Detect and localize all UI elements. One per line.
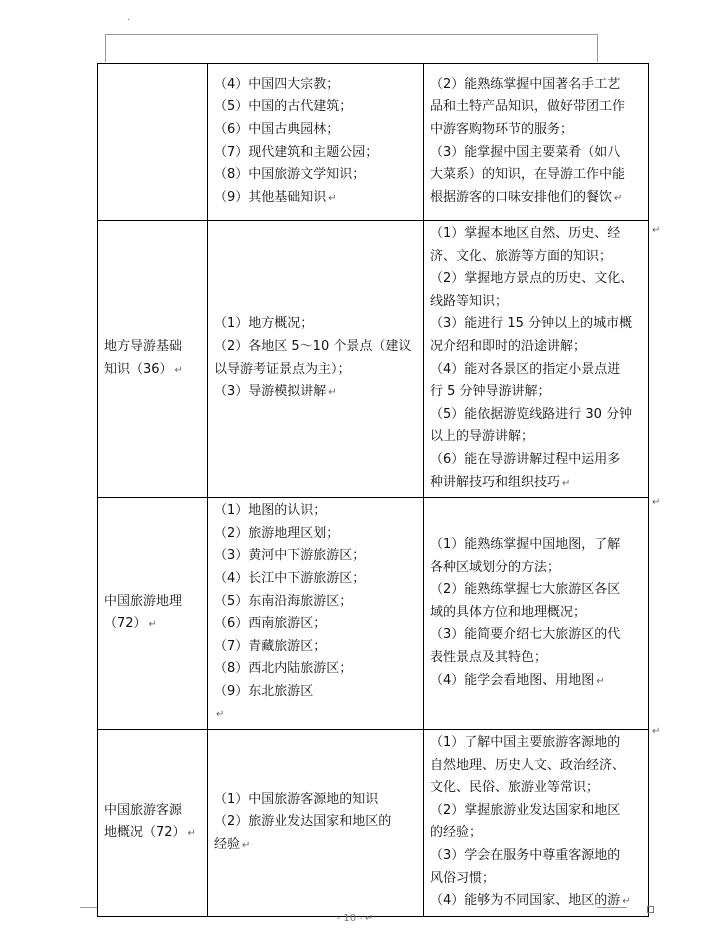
content-cell	[208, 221, 424, 498]
topic-line	[104, 613, 201, 637]
requirements-text: （4）能学会看地图、用地图	[430, 672, 595, 688]
crop-mark	[597, 34, 598, 62]
requirements-line	[430, 119, 642, 142]
content-text: （1）地图的认识；	[214, 503, 327, 519]
content-text: （8）西北内陆旅游区；	[214, 661, 353, 677]
requirements-cell	[424, 730, 649, 917]
requirements-text: 的经验；	[430, 825, 483, 841]
content-line	[214, 500, 417, 523]
content-text: （5）东南沿海旅游区；	[214, 593, 353, 609]
requirements-cell	[424, 498, 649, 730]
paragraph-mark: ↵	[364, 913, 374, 924]
requirements-line	[430, 142, 642, 165]
topic-text: 中国旅游地理	[104, 593, 183, 609]
paragraph-mark: ↵	[216, 709, 225, 721]
requirements-text: 自然地理、历史人文、政治经济、	[430, 757, 626, 773]
requirements-text: （3）能进行 15 分钟以上的城市概	[430, 316, 633, 332]
content-text: （9）其他基础知识	[214, 189, 327, 205]
paragraph-mark: ↵	[596, 675, 605, 687]
requirements-line	[430, 336, 642, 359]
requirements-text: 根据游客的口味安排他们的餐饮	[430, 189, 613, 205]
paragraph-mark: ↵	[148, 619, 157, 631]
content-line	[214, 313, 417, 336]
content-text: （3）导游模拟讲解	[214, 384, 327, 400]
content-line	[214, 336, 417, 359]
content-text: （6）西南旅游区；	[214, 616, 327, 632]
requirements-text: （2）掌握旅游业发达国家和地区	[430, 802, 621, 818]
content-line	[214, 568, 417, 591]
content-line	[214, 523, 417, 546]
content-text: （2）旅游地理区划；	[214, 525, 340, 541]
requirements-line	[430, 381, 642, 404]
requirements-text: （3）能掌握中国主要菜肴（如八	[430, 144, 621, 160]
content-text: （7）现代建筑和主题公园；	[214, 144, 379, 160]
topic-line	[104, 800, 201, 823]
row-end-mark: ↵	[652, 225, 661, 236]
content-cell	[208, 498, 424, 730]
requirements-line	[430, 268, 642, 291]
curriculum-table	[97, 63, 649, 917]
table-row	[98, 221, 649, 498]
topic-text: 知识（36）	[104, 361, 173, 377]
requirements-line	[430, 359, 642, 382]
paragraph-mark: ↵	[187, 828, 196, 840]
requirements-text: 况介绍和即时的沿途讲解；	[430, 338, 587, 354]
content-line	[214, 187, 417, 211]
content-text: （6）中国古典园林；	[214, 121, 340, 137]
crop-mark	[105, 34, 106, 62]
paragraph-mark: ↵	[622, 896, 631, 908]
requirements-text: （2）能熟练掌握七大旅游区各区	[430, 582, 621, 598]
requirements-text: 济、文化、旅游等方面的知识；	[430, 248, 613, 264]
content-line	[214, 359, 417, 382]
requirements-text: 域的具体方位和地理概况；	[430, 604, 587, 620]
topic-cell	[98, 64, 208, 221]
content-text: （7）青藏旅游区；	[214, 638, 327, 654]
header-mark: .	[127, 13, 130, 23]
requirements-text: 行 5 分钟导游讲解；	[430, 384, 551, 400]
requirements-line	[430, 96, 642, 119]
topic-text: 地方导游基础	[104, 338, 183, 354]
requirements-line	[430, 800, 642, 823]
requirements-text: 线路等知识；	[430, 293, 509, 309]
requirements-line	[430, 449, 642, 472]
requirements-line	[430, 426, 642, 449]
requirements-text: （4）能对各景区的指定小景点进	[430, 361, 621, 377]
row-end-mark: ↵	[652, 726, 661, 737]
topic-text: （72）	[104, 616, 147, 632]
content-line	[214, 681, 417, 704]
requirements-text: 表性景点及其特色；	[430, 649, 548, 665]
content-line	[214, 811, 417, 834]
requirements-line	[430, 404, 642, 427]
content-line	[214, 164, 417, 187]
requirements-text: 种讲解技巧和组织技巧	[430, 474, 561, 490]
content-text: （1）中国旅游客源地的知识	[214, 791, 379, 807]
topic-line	[104, 359, 201, 383]
requirements-text: （2）掌握地方景点的历史、文化、	[430, 271, 634, 287]
requirements-text: 品和土特产品知识，做好带团工作	[430, 99, 626, 115]
content-line	[214, 636, 417, 659]
content-line	[214, 834, 417, 858]
paragraph-mark: ↵	[242, 839, 251, 851]
content-line	[214, 545, 417, 568]
requirements-line	[430, 291, 642, 314]
content-line	[214, 703, 417, 727]
requirements-line	[430, 187, 642, 211]
corner-mark	[647, 906, 654, 913]
table-row	[98, 64, 649, 221]
paragraph-mark: ↵	[614, 192, 623, 204]
requirements-line	[430, 868, 642, 891]
requirements-line	[430, 557, 642, 580]
content-text: 经验	[214, 836, 241, 852]
requirements-line	[430, 164, 642, 187]
content-line	[214, 658, 417, 681]
paragraph-mark: ↵	[328, 192, 337, 204]
topic-cell	[98, 730, 208, 917]
requirements-line	[430, 647, 642, 670]
topic-text: 地概况（72）	[104, 825, 186, 841]
table-row	[98, 730, 649, 917]
requirements-line	[430, 755, 642, 778]
requirements-line	[430, 602, 642, 625]
topic-line	[104, 591, 201, 614]
row-end-mark: ↵	[652, 497, 661, 508]
requirements-text: （5）能依据游览线路进行 30 分钟	[430, 406, 633, 422]
requirements-text: 大菜系）的知识，在导游工作中能	[430, 167, 626, 183]
content-text: （9）东北旅游区	[214, 683, 314, 699]
content-cell	[208, 64, 424, 221]
content-text: （4）中国四大宗教；	[214, 76, 340, 92]
content-text: （1）地方概况；	[214, 316, 314, 332]
content-text: （2）各地区 5～10 个景点（建议	[214, 338, 412, 354]
requirements-text: （1）掌握本地区自然、历史、经	[430, 226, 621, 241]
requirements-text: （3）能简要介绍七大旅游区的代	[430, 627, 621, 643]
table-row	[98, 498, 649, 730]
requirements-text: 中游客购物环节的服务；	[430, 121, 574, 137]
requirements-text: 风俗习惯；	[430, 870, 496, 886]
content-line	[214, 96, 417, 119]
requirements-line	[430, 890, 642, 914]
topic-cell	[98, 498, 208, 730]
requirements-text: （1）能熟练掌握中国地图，了解	[430, 537, 621, 553]
requirements-line	[430, 670, 642, 694]
requirements-text: （6）能在导游讲解过程中运用多	[430, 451, 621, 467]
requirements-line	[430, 624, 642, 647]
crop-mark	[80, 907, 97, 908]
requirements-line	[430, 822, 642, 845]
requirements-line	[430, 579, 642, 602]
requirements-text: （1）了解中国主要旅游客源地的	[430, 735, 621, 751]
paragraph-mark: ↵	[174, 364, 183, 376]
topic-cell	[98, 221, 208, 498]
requirements-cell	[424, 64, 649, 221]
requirements-cell	[424, 221, 649, 498]
requirements-text: （3）学会在服务中尊重客源地的	[430, 848, 621, 864]
content-text: （4）长江中下游旅游区；	[214, 570, 366, 586]
content-text: 以导游考证景点为主）；	[214, 361, 351, 377]
requirements-line	[430, 534, 642, 557]
content-cell	[208, 730, 424, 917]
content-line	[214, 591, 417, 614]
header-rule	[105, 34, 597, 35]
content-text: （5）中国的古代建筑；	[214, 99, 353, 115]
requirements-line	[430, 845, 642, 868]
requirements-text: （2）能熟练掌握中国著名手工艺	[430, 76, 621, 92]
content-line	[214, 74, 417, 97]
topic-text: 中国旅游客源	[104, 802, 183, 818]
content-line	[214, 142, 417, 165]
content-line	[214, 381, 417, 405]
requirements-line	[430, 74, 642, 97]
requirements-line	[430, 223, 642, 246]
paragraph-mark: ↵	[562, 477, 571, 489]
content-text: （2）旅游业发达国家和地区的	[214, 814, 392, 830]
content-line	[214, 613, 417, 636]
page-number: - 10 -	[336, 913, 363, 924]
requirements-line	[430, 313, 642, 336]
requirements-line	[430, 472, 642, 496]
requirements-text: 文化、民俗、旅游业等常识；	[430, 780, 600, 796]
paragraph-mark: ↵	[328, 387, 337, 399]
requirements-line	[430, 777, 642, 800]
requirements-text: （4）能够为不同国家、地区的游	[430, 893, 621, 909]
topic-line	[104, 822, 201, 846]
content-text: （8）中国旅游文学知识；	[214, 167, 366, 183]
page-footer	[0, 913, 710, 924]
content-line	[214, 789, 417, 812]
requirements-line	[430, 246, 642, 269]
content-text: （3）黄河中下游旅游区；	[214, 548, 366, 564]
requirements-line	[430, 732, 642, 755]
requirements-text: 以上的导游讲解；	[430, 429, 535, 445]
content-line	[214, 119, 417, 142]
requirements-text: 各种区域划分的方法；	[430, 559, 561, 575]
topic-line	[104, 336, 201, 359]
